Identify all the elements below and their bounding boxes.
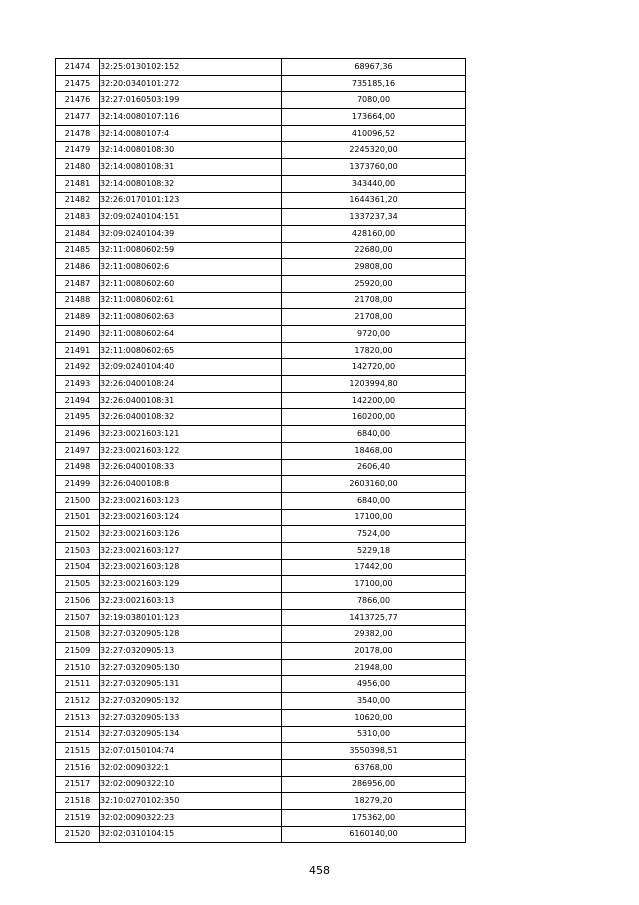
- cadastral-number-cell: 32:09:0240104:40: [100, 359, 282, 376]
- cadastral-number-cell: 32:11:0080602:64: [100, 326, 282, 343]
- cadastral-number-cell: 32:23:0021603:129: [100, 576, 282, 593]
- table-row: [56, 593, 466, 610]
- row-number-cell: 21491: [56, 342, 100, 359]
- table-row: [56, 92, 466, 109]
- table-row: [56, 359, 466, 376]
- row-number-cell: 21487: [56, 275, 100, 292]
- value-cell: 6160140,00: [282, 826, 466, 843]
- cadastral-number-cell: 32:02:0090322:10: [100, 776, 282, 793]
- cadastral-number-cell: 32:26:0400108:32: [100, 409, 282, 426]
- value-cell: 7080,00: [282, 92, 466, 109]
- cadastral-number-cell: 32:27:0320905:132: [100, 693, 282, 710]
- value-cell: 20178,00: [282, 643, 466, 660]
- table-row: [56, 259, 466, 276]
- row-number-cell: 21502: [56, 526, 100, 543]
- value-cell: 21948,00: [282, 659, 466, 676]
- cadastral-number-cell: 32:27:0320905:128: [100, 626, 282, 643]
- table-row: [56, 59, 466, 76]
- value-cell: 343440,00: [282, 175, 466, 192]
- value-cell: 2245320,00: [282, 142, 466, 159]
- table-row: [56, 643, 466, 660]
- cadastral-number-cell: 32:23:0021603:121: [100, 426, 282, 443]
- row-number-cell: 21509: [56, 643, 100, 660]
- table-row: [56, 309, 466, 326]
- row-number-cell: 21503: [56, 542, 100, 559]
- row-number-cell: 21518: [56, 793, 100, 810]
- table-row: [56, 442, 466, 459]
- row-number-cell: 21513: [56, 709, 100, 726]
- table-row: [56, 409, 466, 426]
- row-number-cell: 21474: [56, 59, 100, 76]
- row-number-cell: 21514: [56, 726, 100, 743]
- cadastral-number-cell: 32:23:0021603:124: [100, 509, 282, 526]
- cadastral-number-cell: 32:14:0080107:4: [100, 125, 282, 142]
- value-cell: 5229,18: [282, 542, 466, 559]
- table-row: [56, 459, 466, 476]
- cadastral-number-cell: 32:27:0320905:131: [100, 676, 282, 693]
- row-number-cell: 21480: [56, 159, 100, 176]
- cadastral-number-cell: 32:11:0080602:61: [100, 292, 282, 309]
- value-cell: 5310,00: [282, 726, 466, 743]
- row-number-cell: 21476: [56, 92, 100, 109]
- cadastral-number-cell: 32:26:0170101:123: [100, 192, 282, 209]
- cadastral-number-cell: 32:26:0400108:24: [100, 376, 282, 393]
- value-cell: 21708,00: [282, 309, 466, 326]
- table-row: [56, 342, 466, 359]
- value-cell: 2603160,00: [282, 476, 466, 493]
- row-number-cell: 21516: [56, 759, 100, 776]
- table-row: [56, 576, 466, 593]
- table-row: [56, 709, 466, 726]
- table-row: [56, 225, 466, 242]
- row-number-cell: 21517: [56, 776, 100, 793]
- row-number-cell: 21490: [56, 326, 100, 343]
- cadastral-number-cell: 32:27:0320905:130: [100, 659, 282, 676]
- row-number-cell: 21495: [56, 409, 100, 426]
- value-cell: 410096,52: [282, 125, 466, 142]
- row-number-cell: 21520: [56, 826, 100, 843]
- row-number-cell: 21483: [56, 209, 100, 226]
- cadastral-number-cell: 32:23:0021603:128: [100, 559, 282, 576]
- value-cell: 63768,00: [282, 759, 466, 776]
- table-row: [56, 175, 466, 192]
- cadastral-number-cell: 32:09:0240104:39: [100, 225, 282, 242]
- table-row: [56, 142, 466, 159]
- table-row: [56, 426, 466, 443]
- table-row: [56, 826, 466, 843]
- cadastral-number-cell: 32:11:0080602:65: [100, 342, 282, 359]
- cadastral-number-cell: 32:27:0320905:134: [100, 726, 282, 743]
- value-cell: 3550398,51: [282, 743, 466, 760]
- table-row: [56, 559, 466, 576]
- value-cell: 22680,00: [282, 242, 466, 259]
- row-number-cell: 21486: [56, 259, 100, 276]
- cadastral-number-cell: 32:23:0021603:13: [100, 593, 282, 610]
- cadastral-number-cell: 32:26:0400108:33: [100, 459, 282, 476]
- row-number-cell: 21500: [56, 492, 100, 509]
- cadastral-number-cell: 32:11:0080602:60: [100, 275, 282, 292]
- table-row: [56, 275, 466, 292]
- row-number-cell: 21478: [56, 125, 100, 142]
- table-row: [56, 676, 466, 693]
- row-number-cell: 21507: [56, 609, 100, 626]
- cadastral-number-cell: 32:14:0080107:116: [100, 109, 282, 126]
- table-row: [56, 626, 466, 643]
- table-row: [56, 809, 466, 826]
- value-cell: 286956,00: [282, 776, 466, 793]
- value-cell: 10620,00: [282, 709, 466, 726]
- registry-table-body: [56, 59, 466, 843]
- table-row: [56, 209, 466, 226]
- table-row: [56, 392, 466, 409]
- cadastral-number-cell: 32:27:0320905:133: [100, 709, 282, 726]
- value-cell: 17100,00: [282, 509, 466, 526]
- value-cell: 17442,00: [282, 559, 466, 576]
- cadastral-number-cell: 32:27:0160503:199: [100, 92, 282, 109]
- value-cell: 9720,00: [282, 326, 466, 343]
- table-row: [56, 726, 466, 743]
- row-number-cell: 21515: [56, 743, 100, 760]
- cadastral-number-cell: 32:25:0130102:152: [100, 59, 282, 76]
- row-number-cell: 21504: [56, 559, 100, 576]
- table-row: [56, 476, 466, 493]
- table-row: [56, 109, 466, 126]
- value-cell: 735185,16: [282, 75, 466, 92]
- value-cell: 142720,00: [282, 359, 466, 376]
- cadastral-number-cell: 32:02:0090322:23: [100, 809, 282, 826]
- row-number-cell: 21492: [56, 359, 100, 376]
- value-cell: 2606,40: [282, 459, 466, 476]
- value-cell: 142200,00: [282, 392, 466, 409]
- row-number-cell: 21511: [56, 676, 100, 693]
- cadastral-number-cell: 32:14:0080108:30: [100, 142, 282, 159]
- cadastral-number-cell: 32:14:0080108:32: [100, 175, 282, 192]
- value-cell: 1203994,80: [282, 376, 466, 393]
- value-cell: 17100,00: [282, 576, 466, 593]
- registry-table: [55, 58, 466, 843]
- value-cell: 3540,00: [282, 693, 466, 710]
- value-cell: 173664,00: [282, 109, 466, 126]
- table-row: [56, 75, 466, 92]
- row-number-cell: 21497: [56, 442, 100, 459]
- cadastral-number-cell: 32:02:0090322:1: [100, 759, 282, 776]
- page-number: 458: [309, 864, 330, 877]
- value-cell: 25920,00: [282, 275, 466, 292]
- row-number-cell: 21510: [56, 659, 100, 676]
- row-number-cell: 21512: [56, 693, 100, 710]
- value-cell: 1337237,34: [282, 209, 466, 226]
- table-row: [56, 609, 466, 626]
- cadastral-number-cell: 32:02:0310104:15: [100, 826, 282, 843]
- row-number-cell: 21475: [56, 75, 100, 92]
- row-number-cell: 21501: [56, 509, 100, 526]
- value-cell: 29382,00: [282, 626, 466, 643]
- value-cell: 175362,00: [282, 809, 466, 826]
- row-number-cell: 21506: [56, 593, 100, 610]
- row-number-cell: 21519: [56, 809, 100, 826]
- table-row: [56, 292, 466, 309]
- value-cell: 428160,00: [282, 225, 466, 242]
- cadastral-number-cell: 32:23:0021603:126: [100, 526, 282, 543]
- row-number-cell: 21479: [56, 142, 100, 159]
- value-cell: 68967,36: [282, 59, 466, 76]
- table-row: [56, 159, 466, 176]
- value-cell: 18468,00: [282, 442, 466, 459]
- table-row: [56, 492, 466, 509]
- row-number-cell: 21493: [56, 376, 100, 393]
- value-cell: 6840,00: [282, 426, 466, 443]
- cadastral-number-cell: 32:26:0400108:8: [100, 476, 282, 493]
- table-row: [56, 125, 466, 142]
- table-row: [56, 743, 466, 760]
- table-row: [56, 242, 466, 259]
- cadastral-number-cell: 32:27:0320905:13: [100, 643, 282, 660]
- value-cell: 21708,00: [282, 292, 466, 309]
- value-cell: 6840,00: [282, 492, 466, 509]
- table-row: [56, 793, 466, 810]
- cadastral-number-cell: 32:19:0380101:123: [100, 609, 282, 626]
- table-row: [56, 376, 466, 393]
- value-cell: 1644361,20: [282, 192, 466, 209]
- row-number-cell: 21488: [56, 292, 100, 309]
- table-row: [56, 509, 466, 526]
- cadastral-number-cell: 32:11:0080602:6: [100, 259, 282, 276]
- row-number-cell: 21484: [56, 225, 100, 242]
- row-number-cell: 21477: [56, 109, 100, 126]
- cadastral-number-cell: 32:09:0240104:151: [100, 209, 282, 226]
- row-number-cell: 21505: [56, 576, 100, 593]
- cadastral-number-cell: 32:11:0080602:63: [100, 309, 282, 326]
- cadastral-number-cell: 32:23:0021603:122: [100, 442, 282, 459]
- value-cell: 7866,00: [282, 593, 466, 610]
- table-row: [56, 192, 466, 209]
- table-row: [56, 776, 466, 793]
- value-cell: 160200,00: [282, 409, 466, 426]
- cadastral-number-cell: 32:23:0021603:123: [100, 492, 282, 509]
- row-number-cell: 21498: [56, 459, 100, 476]
- table-row: [56, 326, 466, 343]
- table-row: [56, 693, 466, 710]
- table-row: [56, 759, 466, 776]
- value-cell: 29808,00: [282, 259, 466, 276]
- value-cell: 4956,00: [282, 676, 466, 693]
- row-number-cell: 21508: [56, 626, 100, 643]
- row-number-cell: 21494: [56, 392, 100, 409]
- value-cell: 18279,20: [282, 793, 466, 810]
- row-number-cell: 21489: [56, 309, 100, 326]
- table-row: [56, 526, 466, 543]
- cadastral-number-cell: 32:26:0400108:31: [100, 392, 282, 409]
- cadastral-number-cell: 32:11:0080602:59: [100, 242, 282, 259]
- cadastral-number-cell: 32:10:0270102:350: [100, 793, 282, 810]
- cadastral-number-cell: 32:23:0021603:127: [100, 542, 282, 559]
- row-number-cell: 21496: [56, 426, 100, 443]
- row-number-cell: 21485: [56, 242, 100, 259]
- row-number-cell: 21481: [56, 175, 100, 192]
- value-cell: 7524,00: [282, 526, 466, 543]
- table-row: [56, 542, 466, 559]
- cadastral-number-cell: 32:20:0340101:272: [100, 75, 282, 92]
- table-row: [56, 659, 466, 676]
- row-number-cell: 21482: [56, 192, 100, 209]
- cadastral-number-cell: 32:07:0150104:74: [100, 743, 282, 760]
- value-cell: 1413725,77: [282, 609, 466, 626]
- row-number-cell: 21499: [56, 476, 100, 493]
- value-cell: 1373760,00: [282, 159, 466, 176]
- cadastral-number-cell: 32:14:0080108:31: [100, 159, 282, 176]
- value-cell: 17820,00: [282, 342, 466, 359]
